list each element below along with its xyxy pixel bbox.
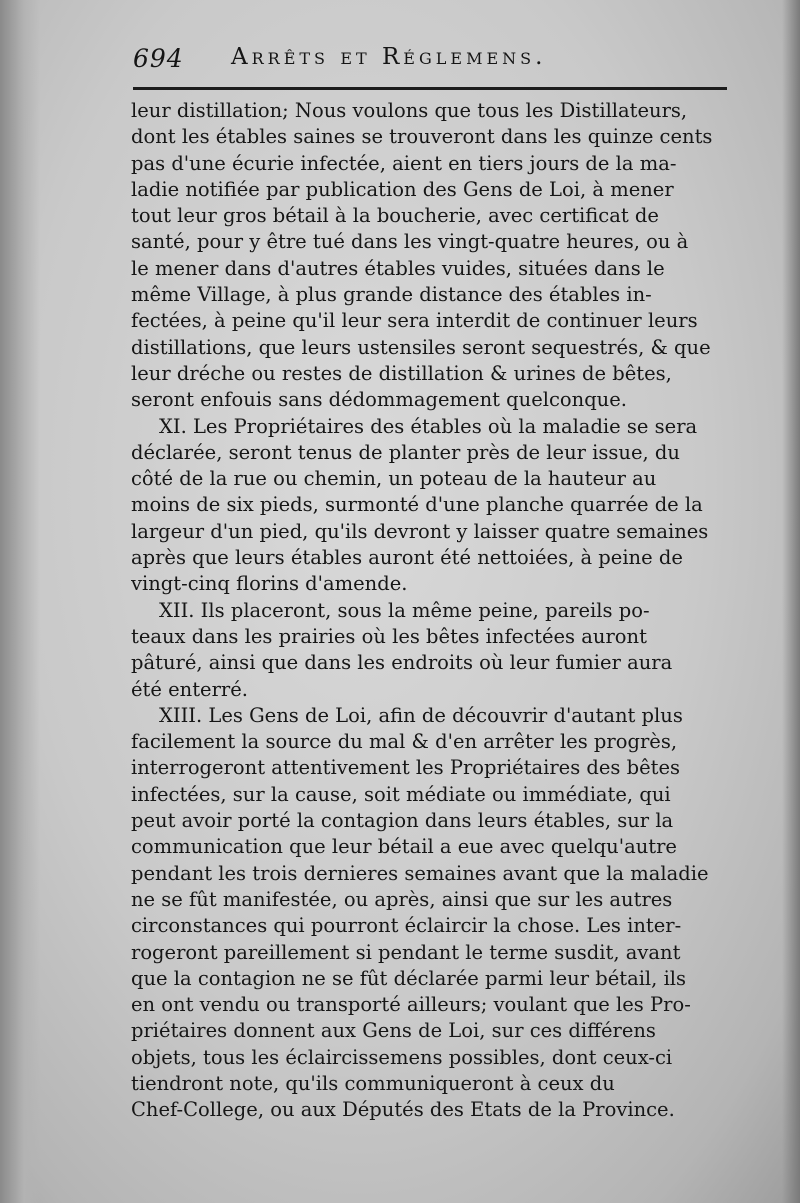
text-line: seront enfouis sans dédommagement quelconque. — [131, 388, 627, 412]
text-line: largeur d'un pied, qu'ils devront y laisser quatre semaines — [131, 519, 709, 543]
text-line: ladie notifiée par publication des Gens de Loi, à mener — [131, 177, 674, 201]
text-line: rogeront pareillement si pendant le terme susdit, avant — [131, 940, 681, 964]
text-line: même Village, à plus grande distance des étables in- — [131, 283, 652, 307]
body-text — [131, 98, 731, 1124]
text-line: fectées, à peine qu'il leur sera interdit de continuer leurs — [131, 309, 698, 333]
text-line: leur dréche ou restes de distillation & urines de bêtes, — [131, 361, 672, 385]
text-line: communication que leur bétail a eue avec quelqu'autre — [131, 835, 677, 859]
text-line: objets, tous les éclaircissemens possibles, dont ceux-ci — [131, 1045, 673, 1069]
text-line: pendant les trois dernieres semaines avant que la maladie — [131, 861, 709, 885]
text-line: en ont vendu ou transporté ailleurs; voulant que les Pro- — [131, 993, 691, 1017]
text-line: circonstances qui pourront éclaircir la chose. Les inter- — [131, 914, 682, 938]
text-line: après que leurs étables auront été nettoiées, à peine de — [131, 546, 683, 570]
article-xiii-heading-line: XIII. Les Gens de Loi, afin de découvrir d'autant plus — [159, 703, 683, 727]
text-line: tout leur gros bétail à la boucherie, avec certificat de — [131, 204, 659, 228]
text-line: pâturé, ainsi que dans les endroits où leur fumier aura — [131, 651, 673, 675]
text-line: ne se fût manifestée, ou après, ainsi que sur les autres — [131, 887, 673, 911]
text-line: pas d'une écurie infectée, aient en tiers jours de la ma- — [131, 151, 677, 175]
page-header — [133, 42, 725, 82]
text-line: moins de six pieds, surmonté d'une planche quarrée de la — [131, 493, 703, 517]
text-line: été enterré. — [131, 677, 248, 701]
text-line: vingt-cinq florins d'amende. — [131, 572, 408, 596]
page-gutter-shadow — [0, 0, 40, 1203]
running-title: Arrêts et Réglemens. — [231, 44, 547, 70]
text-line: peut avoir porté la contagion dans leurs étables, sur la — [131, 809, 674, 833]
text-line: côté de la rue ou chemin, un poteau de la hauteur au — [131, 467, 657, 491]
text-line: le mener dans d'autres étables vuides, situées dans le — [131, 256, 665, 280]
page-number: 694 — [133, 44, 184, 73]
text-line: teaux dans les prairies où les bêtes infectées auront — [131, 624, 647, 648]
text-line: facilement la source du mal & d'en arrêter les progrès, — [131, 730, 678, 754]
text-line: priétaires donnent aux Gens de Loi, sur ces différens — [131, 1019, 656, 1043]
page-edge-shadow — [782, 0, 800, 1203]
text-line: distillations, que leurs ustensiles seront sequestrés, & que — [131, 335, 711, 359]
article-xi-heading-line: XI. Les Propriétaires des étables où la maladie se sera — [159, 414, 698, 438]
header-rule — [133, 87, 727, 90]
text-line: que la contagion ne se fût déclarée parmi leur bétail, ils — [131, 966, 687, 990]
text-line: leur distillation; Nous voulons que tous les Distillateurs, — [131, 99, 688, 122]
text-line: santé, pour y être tué dans les vingt-quatre heures, ou à — [131, 230, 689, 254]
text-line: dont les étables saines se trouveront dans les quinze cents — [131, 125, 713, 149]
text-line: tiendront note, qu'ils communiqueront à ceux du — [131, 1071, 615, 1095]
text-line: interrogeront attentivement les Propriétaires des bêtes — [131, 756, 681, 780]
text-line: Chef-College, ou aux Députés des Etats de la Province. — [131, 1098, 675, 1122]
text-line: déclarée, seront tenus de planter près de leur issue, du — [131, 440, 680, 464]
text-line: infectées, sur la cause, soit médiate ou immédiate, qui — [131, 782, 671, 806]
article-xii-heading-line: XII. Ils placeront, sous la même peine, pareils po- — [159, 598, 650, 622]
